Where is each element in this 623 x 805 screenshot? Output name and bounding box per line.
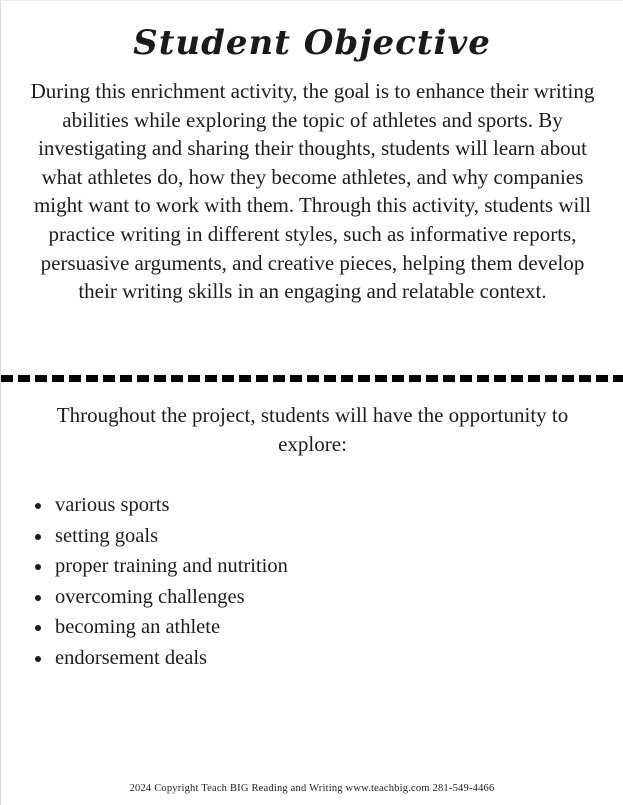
- explore-topic-list: [25, 490, 288, 674]
- page-title: Student Objective: [133, 23, 491, 63]
- list-item: • endorsement deals: [53, 643, 288, 674]
- copyright-footer: 2024 Copyright Teach BIG Reading and Writing www.teachbig.com 281-549-4466: [129, 783, 495, 794]
- list-item: • becoming an athlete: [53, 612, 288, 643]
- list-item: • various sports: [53, 490, 288, 521]
- dashed-divider: [1, 375, 623, 382]
- objective-paragraph: During this enrichment activity, the goal is to enhance their writing abilities while exploring the topic of athletes and sports. By investigating and sharing their thoughts, students will learn about what athletes do, how they become athletes, and why companies might want to work with them. Through this activity, students will practice writing in different styles, such as informative reports, persuasive arguments, and creative pieces, helping them develop their writing skills in an engaging and relatable context.: [30, 79, 595, 304]
- explore-heading: Throughout the project, students will have the opportunity to explore:: [56, 403, 569, 456]
- list-item: • proper training and nutrition: [53, 551, 288, 582]
- list-item: • setting goals: [53, 521, 288, 552]
- list-item: • overcoming challenges: [53, 582, 288, 613]
